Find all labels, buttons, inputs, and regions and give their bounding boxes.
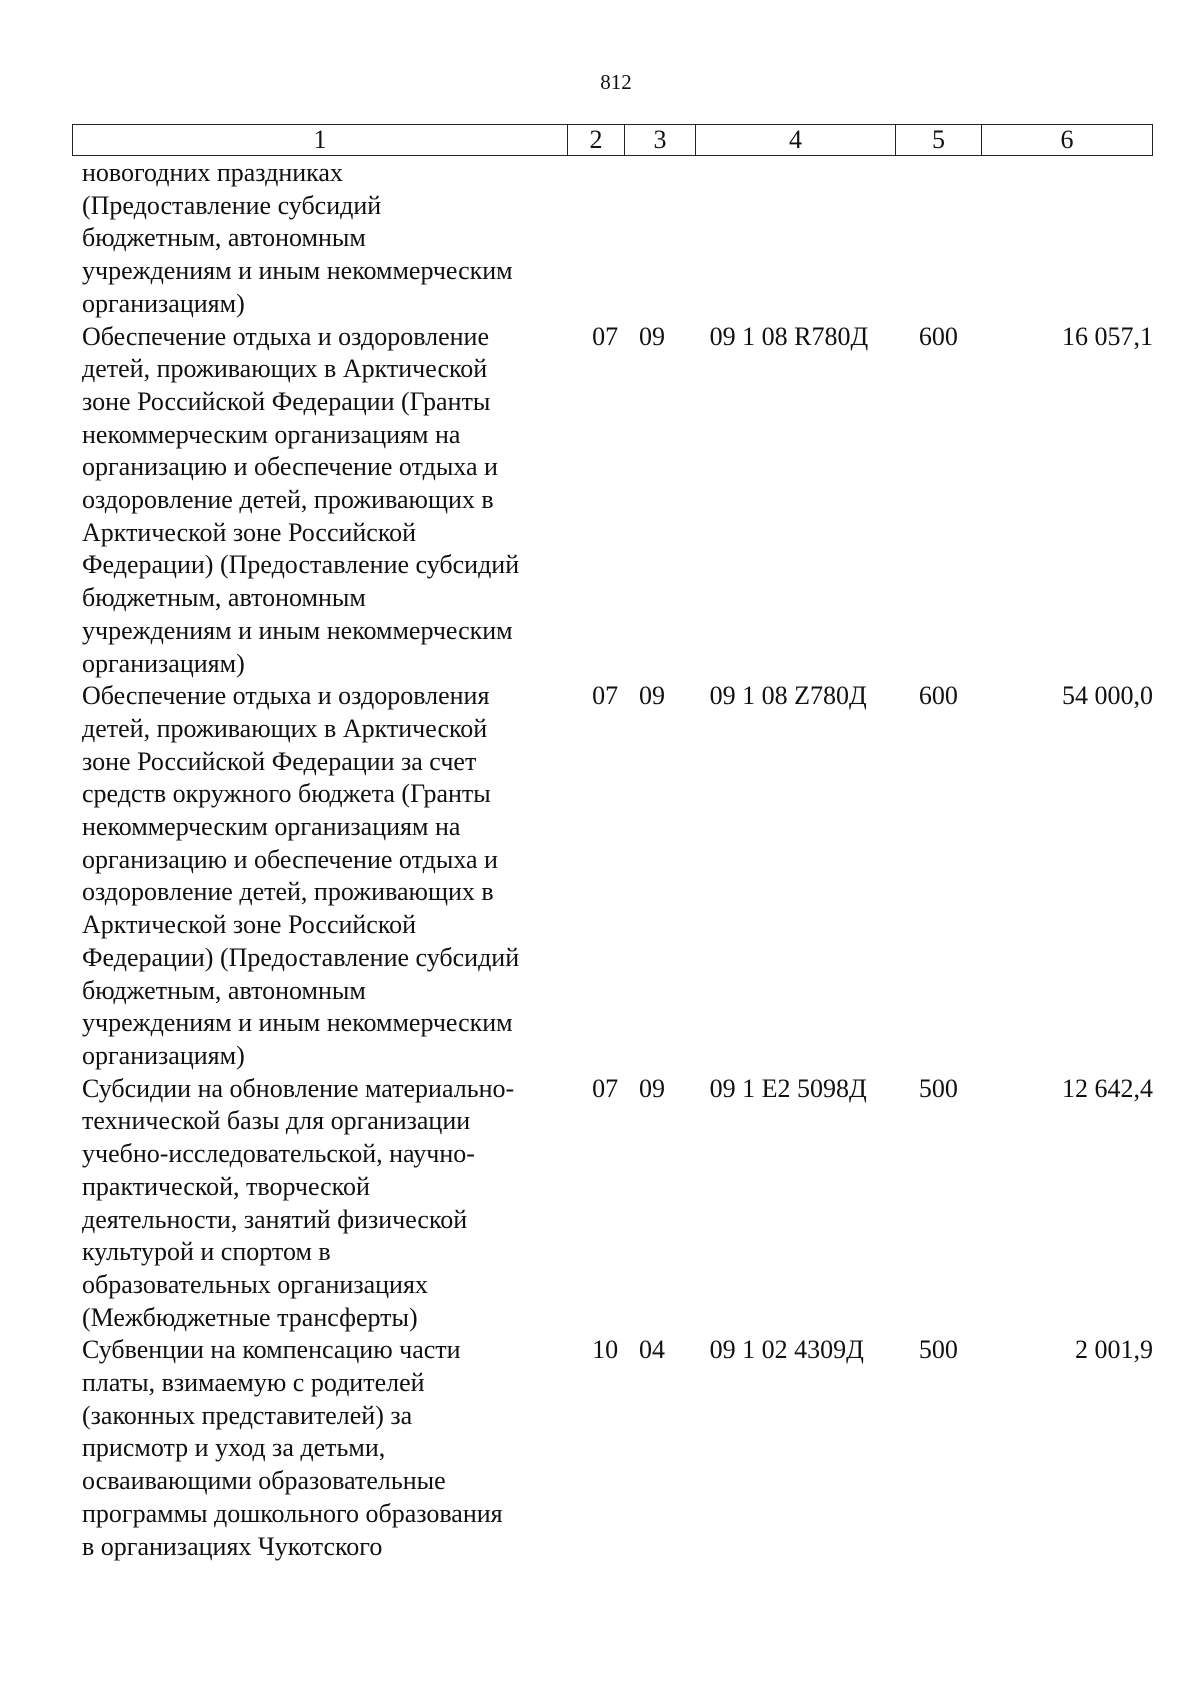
description-line: организациям) [82, 648, 245, 678]
subsection-code [639, 157, 710, 321]
description-line: зоне Российской Федерации за счет [82, 746, 477, 776]
description-line: некоммерческим организациям на [82, 419, 461, 449]
column-header-2: 2 [568, 125, 625, 156]
description-line: в организациях Чукотского [82, 1531, 383, 1561]
table-row [72, 157, 1165, 321]
column-header-table [72, 124, 1153, 156]
amount: 16 057,1 [1062, 321, 1153, 351]
row-description [72, 1334, 582, 1563]
expense-type-code: 500 [918, 1073, 958, 1103]
description-line: Обеспечение отдыха и оздоровления [82, 681, 490, 711]
column-header-6: 6 [982, 125, 1153, 156]
target-article-code: 09 1 E2 5098Д [709, 1073, 867, 1103]
expense-type-code [909, 157, 995, 321]
description-line: учебно-исследовательской, научно- [82, 1139, 475, 1169]
description-line: организацию и обеспечение отдыха и [82, 844, 498, 874]
description-line: новогодних праздниках [82, 158, 343, 187]
column-header-5: 5 [896, 125, 982, 156]
description-line: организацию и обеспечение отдыха и [82, 452, 498, 482]
expense-type-code: 600 [918, 681, 958, 711]
description-line: организациям) [82, 288, 245, 318]
target-article-code: 09 1 08 R780Д [709, 321, 869, 351]
description-line: программы дошкольного образования [82, 1498, 503, 1528]
subsection-code: 09 [638, 681, 665, 711]
description-line: осваивающими образовательные [82, 1466, 446, 1496]
expense-type-code: 500 [918, 1335, 958, 1365]
description-line: культурой и спортом в [82, 1237, 331, 1267]
amount: 12 642,4 [1062, 1073, 1153, 1103]
row-description [72, 157, 582, 321]
description-line: организациям) [82, 1040, 245, 1070]
section-code: 07 [592, 321, 619, 351]
target-article-code: 09 1 08 Z780Д [709, 681, 867, 711]
description-line: (Межбюджетные трансферты) [82, 1302, 418, 1332]
table-body [72, 157, 1165, 1563]
description-line: технической базы для организации [82, 1106, 471, 1136]
table-row [72, 321, 1165, 681]
description-line: учреждениям и иным некоммерческим [82, 1008, 513, 1038]
section-code: 07 [592, 1073, 619, 1103]
amount: 54 000,0 [1062, 681, 1153, 711]
description-line: практической, творческой [82, 1171, 370, 1201]
column-header-row [73, 125, 1153, 156]
section-code: 10 [592, 1335, 619, 1365]
amount [995, 157, 1165, 321]
description-line: Субвенции на компенсацию части [82, 1335, 461, 1365]
description-line: бюджетным, автономным [82, 583, 366, 613]
subsection-code: 09 [638, 1073, 665, 1103]
description-line: детей, проживающих в Арктической [82, 713, 488, 743]
description-line: Арктической зоне Российской [82, 517, 417, 547]
description-line: бюджетным, автономным [82, 223, 366, 253]
description-line: учреждениям и иным некоммерческим [82, 256, 513, 286]
description-line: Федерации) (Предоставление субсидий [82, 550, 520, 580]
description-line: оздоровление детей, проживающих в [82, 877, 494, 907]
page-number: 812 [600, 70, 632, 94]
column-header-1: 1 [73, 125, 568, 156]
target-article-code: 09 1 02 4309Д [709, 1335, 864, 1365]
row-description [72, 1073, 582, 1335]
description-line: учреждениям и иным некоммерческим [82, 615, 513, 645]
description-line: оздоровление детей, проживающих в [82, 485, 494, 515]
description-line: некоммерческим организациям на [82, 812, 461, 842]
table-row [72, 1334, 1165, 1563]
description-line: Арктической зоне Российской [82, 910, 417, 940]
description-line: образовательных организациях [82, 1269, 428, 1299]
column-header-3: 3 [625, 125, 696, 156]
subsection-code: 09 [638, 321, 665, 351]
description-line: детей, проживающих в Арктической [82, 354, 488, 384]
table-row [72, 1073, 1165, 1335]
description-line: деятельности, занятий физической [82, 1204, 468, 1234]
expense-type-code: 600 [918, 321, 958, 351]
description-line: Федерации) (Предоставление субсидий [82, 942, 520, 972]
row-description [72, 680, 582, 1072]
description-line: средств окружного бюджета (Гранты [82, 779, 491, 809]
description-line: (Предоставление субсидий [82, 190, 382, 220]
table-row [72, 680, 1165, 1072]
description-line: Обеспечение отдыха и оздоровление [82, 321, 490, 351]
description-line: зоне Российской Федерации (Гранты [82, 386, 491, 416]
subsection-code: 04 [638, 1335, 665, 1365]
row-description [72, 321, 582, 681]
description-line: присмотр и уход за детьми, [82, 1433, 386, 1463]
column-header-4: 4 [696, 125, 896, 156]
description-line: Субсидии на обновление материально- [82, 1073, 515, 1103]
description-line: платы, взимаемую с родителей [82, 1368, 425, 1398]
description-line: бюджетным, автономным [82, 975, 366, 1005]
target-article-code [710, 157, 909, 321]
description-line: (законных представителей) за [82, 1400, 413, 1430]
section-code [582, 157, 639, 321]
amount: 2 001,9 [1075, 1335, 1153, 1365]
section-code: 07 [592, 681, 619, 711]
